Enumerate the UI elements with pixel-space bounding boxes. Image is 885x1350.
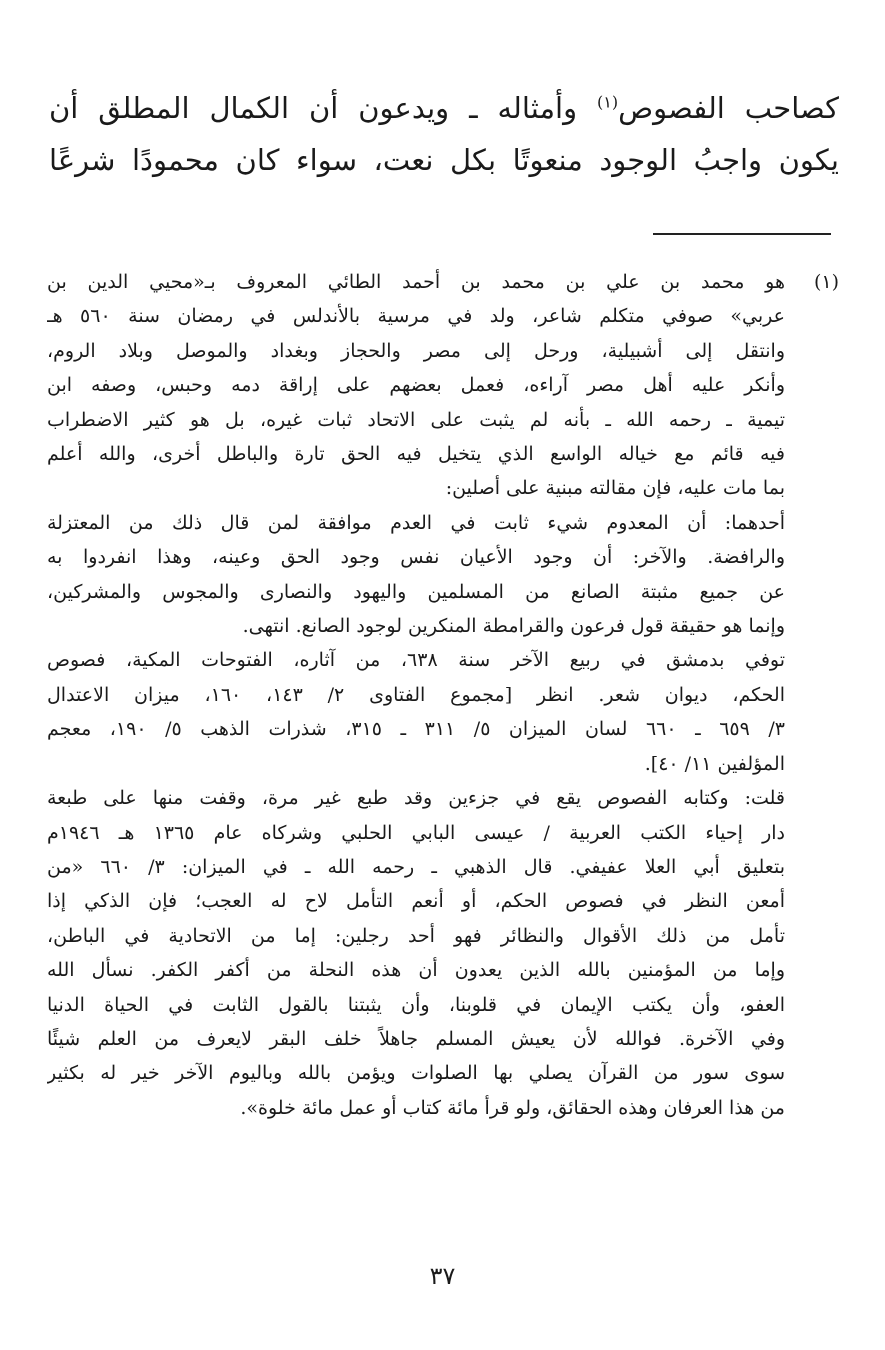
footnote-line: وإنما هو حقيقة قول فرعون والقرامطة المنكرين لوجود الصانع. انتهى. [242, 615, 785, 638]
footnote-line: أمعن النظر في فصوص الحكم، أو أنعم التأمل لاح له العجب؛ فإن الذكي إذا [47, 890, 785, 913]
footnote-line: سوى سور من القرآن يصلي بها الصلوات ويؤمن بالله وباليوم الآخر خير له بكثير [47, 1062, 785, 1085]
footnote-separator [653, 233, 831, 235]
page-number: ٣٧ [429, 1262, 456, 1290]
footnote-line: المؤلفين ١١/ ٤٠]. [644, 752, 785, 775]
footnote-line: عربي» صوفي متكلم شاعر، ولد في مرسية بالأندلس في رمضان سنة ٥٦٠ هـ [47, 305, 785, 328]
footnote-line: ٣/ ٦٥٩ ـ ٦٦٠ لسان الميزان ٥/ ٣١١ ـ ٣١٥، شذرات الذهب ٥/ ١٩٠، معجم [47, 718, 785, 741]
footnote-line: بما مات عليه، فإن مقالته مبنية على أصلين: [445, 477, 785, 500]
footnote-line: والرافضة. والآخر: أن وجود الأعيان نفس وجود الحق وعينه، وهذا انفردوا به [47, 546, 785, 569]
footnote-marker: (١) [813, 271, 839, 293]
footnote-line: العفو، وأن يكتب الإيمان في قلوبنا، وأن يثبتنا بالقول الثابت في الحياة الدنيا [47, 993, 785, 1016]
main-text-segment: وأمثاله ـ ويدعون أن الكمال المطلق أن [49, 91, 598, 125]
main-text-segment: كصاحب الفصوص [618, 91, 839, 125]
footnote-line: قلت: وكتابه الفصوص يقع في جزءين وقد طبع غير مرة، وقفت منها على طبعة [47, 787, 785, 810]
footnote-line: توفي بدمشق في ربيع الآخر سنة ٦٣٨، من آثاره، الفتوحات المكية، فصوص [47, 649, 785, 672]
footnote-line: هو محمد بن علي بن محمد بن أحمد الطائي المعروف بـ«محيي الدين بن [47, 271, 785, 293]
footnote-line: من هذا العرفان وهذه الحقائق، ولو قرأ مائة كتاب أو عمل مائة خلوة». [240, 1096, 785, 1119]
footnote-line: تيمية ـ رحمه الله ـ بأنه لم يثبت على الاتحاد ثبات غيره، بل هو كثير الاضطراب [47, 408, 785, 431]
footnote-line: تأمل من ذلك الأقوال والنظائر فهو أحد رجلين: إما من الاتحادية في الباطن، [47, 924, 785, 947]
footnotes-section [47, 265, 839, 1125]
footnote-line: وفي الآخرة. فوالله لأن يعيش المسلم جاهلاً خلف البقر لايعرف من العلم شيئًا [47, 1027, 785, 1050]
footnote-line: وأنكر عليه أهل مصر آراءه، فعمل بعضهم على إراقة دمه وحبس، وصفه ابن [47, 374, 785, 397]
footnote-line: الحكم، ديوان شعر. انظر [مجموع الفتاوى ٢/ ١٤٣، ١٦٠، ميزان الاعتدال [47, 683, 785, 706]
footnote-line: وإما من المؤمنين بالله الذين يعدون أن هذه النحلة من أكفر الكفر. نسأل الله [47, 959, 785, 982]
main-text-line-1 [49, 82, 839, 134]
footnote-line: وانتقل إلى أشبيلية، ورحل إلى مصر والحجاز وبغداد والموصل وبلاد الروم، [47, 339, 785, 362]
footnote-line: فيه قائم مع خياله الواسع الذي يتخيل فيه الحق تارة والباطل أخرى، والله أعلم [47, 443, 785, 466]
footnote-reference[interactable]: (١) [597, 92, 619, 112]
footnote-line: بتعليق أبي العلا عفيفي. قال الذهبي ـ رحمه الله ـ في الميزان: ٣/ ٦٦٠ «من [47, 855, 785, 878]
footnote-text [47, 265, 785, 1125]
main-text-line-2: يكون واجبُ الوجود منعوتًا بكل نعت، سواء كان محمودًا شرعًا [49, 143, 839, 177]
footnote-line: عن جميع مثبتة الصانع من المسلمين واليهود والنصارى والمجوس والمشركين، [47, 580, 785, 603]
footnote-line: دار إحياء الكتب العربية / عيسى البابي الحلبي وشركاه عام ١٣٦٥ هـ ١٩٤٦م [47, 821, 785, 844]
footnote-line: أحدهما: أن المعدوم شيء ثابت في العدم موافقة لمن قال ذلك من المعتزلة [47, 511, 785, 534]
main-text [49, 82, 839, 186]
